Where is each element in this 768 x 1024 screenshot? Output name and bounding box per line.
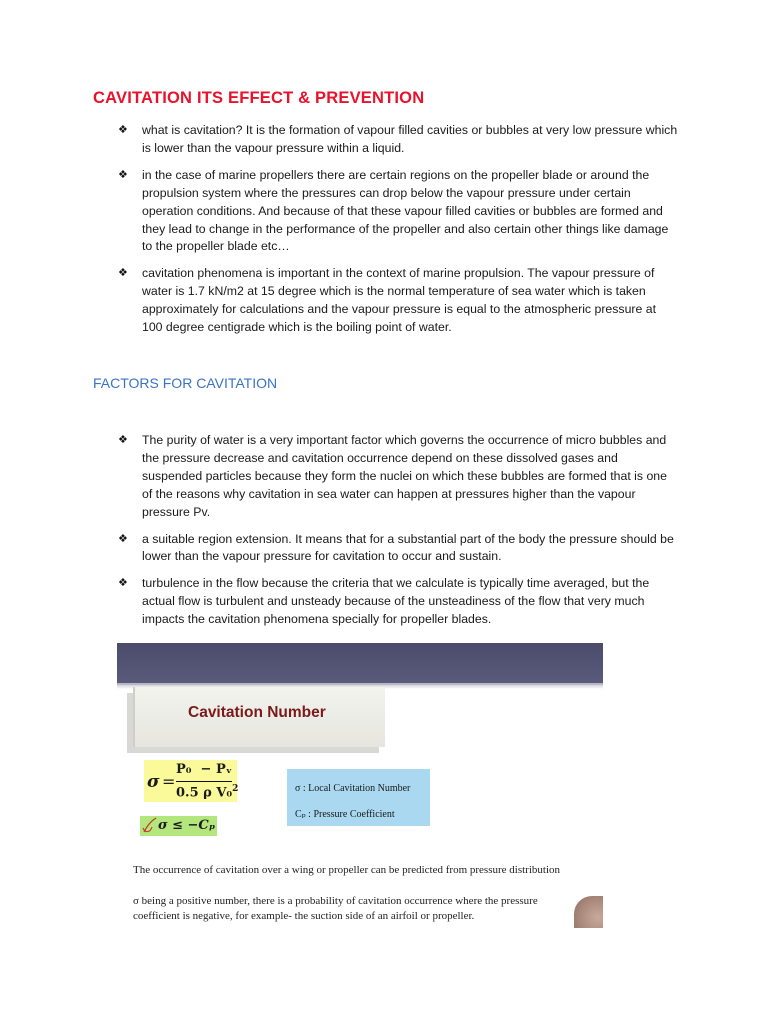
diamond-bullet-icon: ❖ [118,434,128,446]
corner-photo-fragment [574,896,603,928]
legend-sigma: σ : Local Cavitation Number [295,783,411,794]
slide-text-block [133,894,538,924]
bullet-text: cavitation phenomena is important in the context of marine propulsion. The vapour pressure of water is 1.7 kN/m2 at 15 degree which is the normal temperature of sea water which is taken approximately for calculations and the vapour pressure is equal to the atmospheric pressure at 100 degree centigrade which is the boiling point of water. [142,266,657,335]
diamond-bullet-icon: ❖ [118,124,128,136]
symbol-legend [287,769,430,826]
list-item [118,432,678,522]
pen-annotation-icon [142,817,158,835]
list-item [118,265,678,337]
list-item [118,531,678,567]
list-item [118,575,678,629]
formula-equals: = [162,772,176,791]
formula-denominator-wrap [176,784,238,800]
condition-text: σ ≤ −Cₚ [158,818,216,833]
cavitation-condition [140,816,217,836]
fraction-bar [176,781,232,782]
slide-title: Cavitation Number [188,704,326,721]
bullet-text: a suitable region extension. It means that for a substantial part of the body the pressure should be lower than the vapour pressure for cavitation to occur and sustain. [142,531,674,564]
list-item [118,122,678,158]
cavitation-number-formula [144,760,237,802]
formula-exponent: 2 [232,784,239,794]
page-title: CAVITATION ITS EFFECT & PREVENTION [93,89,425,107]
slide-text-line: The occurrence of cavitation over a wing or propeller can be predicted from pressure distribution [133,864,560,876]
cavitation-number-slide-image [117,643,603,928]
bullet-text: The purity of water is a very important factor which governs the occurrence of micro bubbles and the pressure decrease and cavitation occurrence depend on these dissolved gases and suspended particles because they form the nuclei on which these bubbles are formed that is one of the reasons why cavitation in sea water can happen at pressures higher than the vapour pressure Pv. [142,433,667,519]
list-item [118,167,678,257]
slide-text-line: σ being a positive number, there is a probability of cavitation occurrence where the pressure [133,895,538,907]
diamond-bullet-icon: ❖ [118,267,128,280]
bullet-text: in the case of marine propellers there are certain regions on the propeller blade or around the propulsion system where the pressures can drop below the vapour pressure under certain operation conditions. And because of that these vapour filled cavities or bubbles are formed and they lead to change in the performance of the propeller and also certain other things like damage to the propeller blade etc… [142,167,669,254]
bullet-text: turbulence in the flow because the criteria that we calculate is typically time averaged, but the actual flow is turbulent and unsteady because of the unsteadiness of the flow that very much impacts the cavitation phenomena specially for propeller blades. [142,576,650,627]
factors-bullet-list [118,432,678,638]
diamond-bullet-icon: ❖ [118,168,128,181]
slide-banner [117,643,603,685]
legend-cp: Cₚ : Pressure Coefficient [295,809,395,820]
diamond-bullet-icon: ❖ [118,577,128,590]
factors-heading: FACTORS FOR CAVITATION [93,375,278,391]
formula-denominator: 0.5 ρ V₀ [176,785,233,801]
slide-text-line: coefficient is negative, for example- the suction side of an airfoil or propeller. [133,910,475,922]
intro-bullet-list [118,122,678,346]
bullet-text: what is cavitation? It is the formation of vapour filled cavities or bubbles at very low pressure which is lower than the vapour pressure within a liquid. [142,123,678,155]
formula-numerator: P₀ − Pᵥ [176,762,233,777]
diamond-bullet-icon: ❖ [118,532,128,545]
formula-sigma: σ [147,772,160,792]
